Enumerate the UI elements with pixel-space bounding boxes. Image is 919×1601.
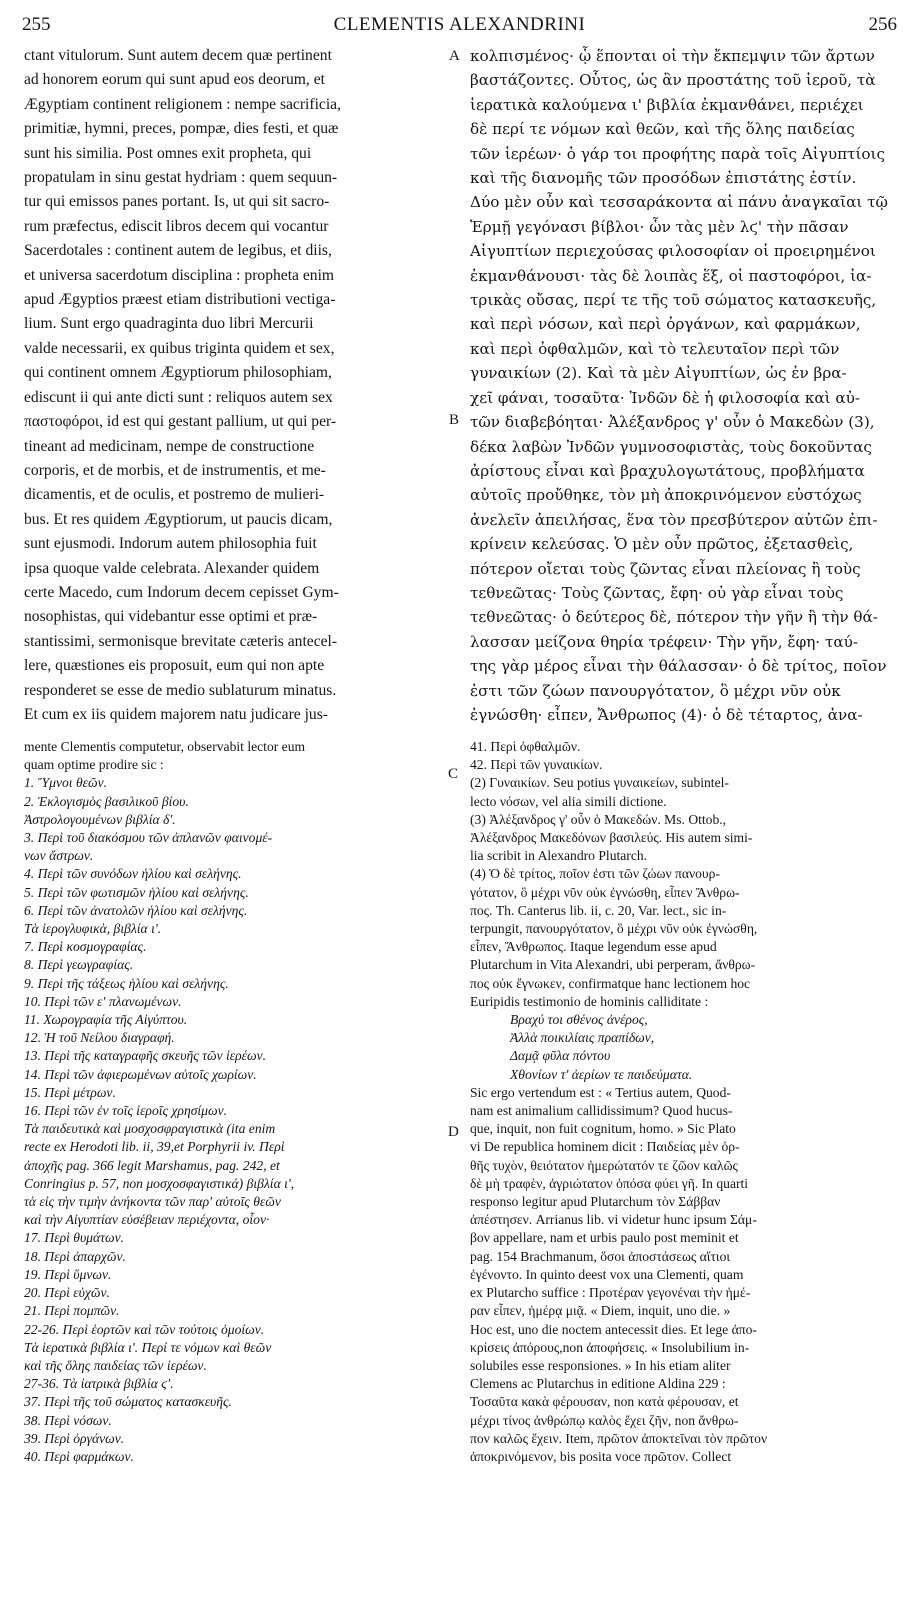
latin-line: qui continent omnem Ægyptiorum philosophiam,: [24, 364, 332, 382]
footnote-line: 22-26. Περὶ ἑορτῶν καὶ τῶν τούτοις ὁμοίων.: [24, 1321, 265, 1337]
footnote-line: 42. Περὶ τῶν γυναικίων.: [470, 757, 603, 773]
footnote-line: lecto νόσων, vel alia simili dictione.: [470, 793, 667, 809]
latin-line: certe Macedo, cum Indorum decem cepisset Gym-: [24, 583, 339, 601]
greek-line: τεθνεῶτας· ὁ δεύτερος δὲ, πότερον τὴν γῆν ἢ τὴν θά-: [470, 608, 878, 627]
greek-line: ἀνελεῖν ἀπειλήσας, ἕνα τὸν πρεσβύτερον αὐτῶν ἐπι-: [470, 510, 878, 529]
latin-line: rum præfectus, ediscit libros decem qui vocantur: [24, 217, 329, 235]
latin-line: Et cum ex iis quidem majorem natu judicare jus-: [24, 705, 328, 723]
greek-line: τρικὰς οὔσας, περί τε τῆς τοῦ σώματος κατασκευῆς,: [470, 291, 877, 310]
verse-line: Ἀλλὰ ποικιλίαις πραπίδων,: [510, 1030, 655, 1046]
footnote-line: que, inquit, non fuit cognitum, homo. » Sic Plato: [470, 1121, 736, 1137]
greek-line: ἀρίστους εἶναι καὶ βραχυλογωτάτους, προβλήματα: [470, 461, 865, 480]
footnote-line: Ἀλέξανδρος Μακεδόνων βασιλεύς. His autem simi-: [470, 830, 753, 846]
latin-line: sunt ejusmodi. Indorum autem philosophia fuit: [24, 535, 317, 553]
footnote-line: terpungit, πανουργότατον, ὃ μέχρι νῦν οὐκ ἐγνώσθη,: [470, 921, 758, 937]
latin-line: Ægyptiam continent religionem : nempe sacrificia,: [24, 95, 341, 113]
footnote-line: 4. Περὶ τῶν συνόδων ἡλίου καὶ σελήνης.: [24, 866, 242, 882]
footnote-line: 12. Ἡ τοῦ Νείλου διαγραφή.: [24, 1030, 175, 1046]
footnote-line: pag. 154 Brachmanum, ὅσοι ἀποστάσεως αἴτιοι: [470, 1248, 731, 1264]
latin-line: propatulam in sinu gestat hydriam : quem sequun-: [24, 169, 338, 187]
latin-line: valde necessarii, ex quibus triginta quidem et sex,: [24, 339, 335, 357]
verse-line: Βραχύ τοι σθένος ἀνέρος,: [510, 1012, 648, 1028]
footnote-line: ἐγένοντο. In quinto deest vox una Clementi, quam: [470, 1266, 744, 1282]
latin-line: primitiæ, hymni, preces, pompæ, dies festi, et quæ: [24, 120, 339, 138]
latin-line: apud Ægyptios præest etiam distributioni vectiga-: [24, 291, 336, 309]
footnote-line: Τὰ ἱερατικὰ βιβλία ι'. Περί τε νόμων καὶ θεῶν: [24, 1339, 272, 1355]
footnote-line: καὶ τὴν Αἰγυπτίαν εὐσέβειαν περιέχοντα, οἷον·: [24, 1212, 270, 1228]
footnote-line: 17. Περὶ θυμάτων.: [24, 1230, 125, 1246]
latin-line: tur qui emissos panes portant. Is, ut qui sit sacro-: [24, 193, 330, 211]
greek-line: ἐκμανθάνουσι· τὰς δὲ λοιπὰς ἕξ, οἱ παστοφόροι, ἰα-: [470, 266, 872, 285]
greek-line: τεθνεῶτας· Τοὺς ζῶντας, ἔφη· οὐ γὰρ εἶναι τοὺς: [470, 583, 844, 602]
greek-line: κρίνειν κελεύσας. Ὁ μὲν οὖν πρῶτος, ἐξετασθεὶς,: [470, 535, 854, 554]
footnote-line: 6. Περὶ τῶν ἀνατολῶν ἡλίου καὶ σελήνης.: [24, 902, 248, 918]
greek-line: λασσαν μείζονα θηρία τρέφειν· Τὴν γῆν, ἔφη· ταύ-: [470, 632, 858, 651]
footnote-line: 41. Περὶ ὀφθαλμῶν.: [470, 739, 581, 754]
footnote-line: 15. Περὶ μέτρων.: [24, 1084, 116, 1100]
footnote-line: καὶ τῆς ὅλης παιδείας τῶν ἱερέων.: [24, 1357, 207, 1373]
footnote-line: responso legitur apud Plutarchum τὸν Σάββαν: [470, 1194, 721, 1210]
latin-line: ipsa quoque valde celebrata. Alexander quidem: [24, 559, 320, 577]
footnote-line: Clemens ac Plutarchus in editione Aldina 229 :: [470, 1376, 726, 1392]
footnote-line: 9. Περὶ τῆς τάξεως ἡλίου καὶ σελήνης.: [24, 975, 229, 991]
footnote-line: 39. Περὶ ὀργάνων.: [24, 1430, 125, 1446]
footnotes-right-column: [470, 738, 902, 1466]
footnote-line: ραν εἶπεν, ἡμέρᾳ μιᾷ. « Diem, inquit, uno die. »: [470, 1303, 731, 1319]
footnote-line: vi De republica hominem dicit : Παιδείας μὲν ὀρ-: [470, 1139, 740, 1155]
footnote-line: Τοσαῦτα κακὰ φέρουσαν, non κατὰ φέρουσαν, et: [470, 1394, 739, 1410]
footnote-line: γότατον, ὃ μέχρι νῦν οὐκ ἐγνώσθη, εἶπεν Ἄνθρω-: [470, 884, 740, 900]
latin-line: nosophistas, qui videbantur esse optimi et præ-: [24, 608, 318, 626]
footnote-line: 16. Περὶ τῶν ἐν τοῖς ἱεροῖς χρησίμων.: [24, 1103, 228, 1119]
footnote-line: Hoc est, uno die noctem antecessit dies. Et lege ἀπο-: [470, 1321, 757, 1337]
footnote-line: Sic ergo vertendum est : « Tertius autem, Quod-: [470, 1084, 731, 1100]
footnote-line: 21. Περὶ πομπῶν.: [24, 1303, 120, 1319]
latin-line: et universa sacerdotum disciplina : propheta enim: [24, 266, 335, 284]
footnote-line: 14. Περὶ τῶν ἀφιερωμένων αὐτοῖς χωρίων.: [24, 1066, 257, 1082]
latin-line: ediscunt ii qui ante dicti sunt : reliquos autem sex: [24, 388, 333, 406]
latin-translation-column: [24, 44, 462, 727]
footnote-line: βον appellare, nam et urbis paulo post meminit et: [470, 1230, 739, 1246]
footnote-line: μέχρι τίνος ἀνθρώπῳ καλὸς ἔχει ζῆν, non ἄνθρω-: [470, 1412, 739, 1428]
margin-marker-c: C: [448, 766, 459, 782]
footnote-line: 5. Περὶ τῶν φωτισμῶν ἡλίου καὶ σελήνης.: [24, 884, 249, 900]
margin-marker-b: B: [449, 412, 460, 428]
footnote-line: (3) Ἀλέξανδρος γ' οὖν ὁ Μακεδών. Ms. Ottob.,: [470, 811, 727, 827]
footnote-line: πον καλῶς ἔχειν. Item, πρῶτον ἀποκτεῖναι τὸν πρῶτον: [470, 1430, 768, 1446]
footnote-line: 8. Περὶ γεωγραφίας.: [24, 957, 134, 973]
greek-line: βαστάζοντες. Οὗτος, ὡς ἂν προστάτης τοῦ ἱεροῦ, τὰ: [470, 71, 876, 90]
greek-line: ἐστι τῶν ζώων πανουργότατον, ὃ μέχρι νῦν οὐκ: [470, 681, 841, 700]
greek-line: γυναικίων (2). Καὶ τὰ μὲν Αἰγυπτίων, ὡς ἐν βρα-: [470, 364, 847, 383]
footnote-line: θῆς τυχὸν, θειότατον ἡμερώτατόν τε ζῶον καλῶς: [470, 1157, 738, 1173]
footnote-line: 11. Χωρογραφία τῆς Αἰγύπτου.: [24, 1012, 188, 1028]
footnote-line: Conringius p. 57, non μοσχοσφαγιστικά) βιβλία ι',: [24, 1175, 295, 1191]
latin-line: ctant vitulorum. Sunt autem decem quæ pertinent: [24, 47, 332, 64]
margin-marker-d: D: [448, 1124, 459, 1140]
footnote-line: 10. Περὶ τῶν ε' πλανωμένων.: [24, 993, 182, 1009]
footnote-line: (4) Ὁ δὲ τρίτος, ποῖον ἐστι τῶν ζώων πανουρ-: [470, 866, 720, 882]
latin-line: corporis, et de morbis, et de instrumentis, et me-: [24, 461, 326, 479]
margin-marker-a: A: [449, 48, 460, 64]
latin-line: responderet se esse de medio sublaturum minatus.: [24, 681, 337, 699]
footnote-line: mente Clementis computetur, observabit lector eum: [24, 739, 306, 754]
greek-line: καὶ περὶ νόσων, καὶ περὶ ὀργάνων, καὶ φαρμάκων,: [470, 315, 861, 334]
running-header: [22, 10, 897, 40]
footnote-line: (2) Γυναικίων. Seu potius γυναικείων, subintel-: [470, 775, 729, 791]
greek-line: δέκα λαβὼν Ἰνδῶν γυμνοσοφιστὰς, τοὺς δοκοῦντας: [470, 437, 872, 456]
footnote-line: nam est animalium callidissimum? Quod hucus-: [470, 1103, 733, 1119]
greek-line: Δύο μὲν οὖν καὶ τεσσαράκοντα αἱ πάνυ ἀναγκαῖαι τῷ: [470, 193, 888, 212]
greek-line: πότερον οἴεται τοὺς ζῶντας εἶναι πλείονας ἢ τοὺς: [470, 559, 861, 578]
footnote-line: νων ἄστρων.: [24, 848, 94, 864]
greek-line: Αἰγυπτίων περιεχούσας φιλοσοφίαν οἱ προειρημένοι: [470, 242, 876, 261]
footnote-line: 19. Περὶ ὕμνων.: [24, 1266, 112, 1282]
footnote-line: recte ex Herodoti lib. ii, 39,et Porphyrii iv. Περὶ: [24, 1139, 285, 1155]
footnote-line: πος. Th. Canterus lib. ii, c. 20, Var. lect., sic in-: [470, 902, 727, 918]
footnote-line: 2. Ἐκλογισμὸς βασιλικοῦ βίου.: [24, 793, 189, 809]
footnote-line: ἀποχῆς pag. 366 legit Marshamus, pag. 242, et: [24, 1157, 280, 1173]
footnote-line: 7. Περὶ κοσμογραφίας.: [24, 939, 147, 955]
footnote-line: Euripidis testimonio de hominis calliditate :: [470, 993, 709, 1009]
latin-line: stantissimi, sermonisque brevitate cæteris antecel-: [24, 632, 338, 650]
latin-line: Sacerdotales : continent autem de legibus, et diis,: [24, 242, 332, 260]
footnote-line: εἶπεν, Ἄνθρωπος. Itaque legendum esse apud: [470, 939, 717, 955]
footnote-line: 3. Περὶ τοῦ διακόσμου τῶν ἀπλανῶν φαινομέ-: [24, 830, 273, 846]
footnote-line: 38. Περὶ νόσων.: [24, 1412, 112, 1428]
footnote-line: Plutarchum in Vita Alexandri, ubi perperam, ἄνθρω-: [470, 957, 756, 973]
footnote-line: δὲ μὴ τραφὲν, ἀγριώτατον ὁπόσα φύει γῆ. In quarti: [470, 1175, 749, 1191]
greek-line: δὲ περί τε νόμων καὶ θεῶν, καὶ τῆς ὅλης παιδείας: [470, 120, 855, 139]
latin-line: παστοφόροι, id est qui gestant pallium, ut qui per-: [24, 413, 337, 431]
greek-line: της γὰρ μέρος εἶναι τὴν θάλασσαν· ὁ δὲ τρίτος, ποῖον: [470, 657, 887, 676]
footnote-line: 1. Ὕμνοι θεῶν.: [24, 775, 108, 791]
greek-line: αὐτοῖς προὔθηκε, τὸν μὴ ἀποκρινόμενον εὐστόχως: [470, 486, 862, 505]
greek-line: ἐγνώσθη· εἶπεν, Ἄνθρωπος (4)· ὁ δὲ τέταρτος, ἀνα-: [470, 705, 863, 724]
latin-line: bus. Et res quidem Ægyptiorum, ut paucis dicam,: [24, 510, 333, 528]
footnote-line: lia scribit in Alexandro Plutarch.: [470, 848, 648, 864]
greek-line: κολπισμένος· ᾧ ἕπονται οἱ τὴν ἔκπεμψιν τῶν ἄρτων: [470, 47, 875, 65]
latin-line: dicamentis, et de oculis, et postremo de mulieri-: [24, 486, 325, 504]
latin-line: tineant ad medicinam, nempe de constructione: [24, 437, 315, 455]
greek-line: τῶν διαβεβόηται· Ἀλέξανδρος γ' οὖν ὁ Μακεδὼν (3),: [470, 413, 875, 432]
verse-line: Χθονίων τ' ἀερίων τε παιδεύματα.: [510, 1066, 693, 1082]
footnote-line: ἀπέστησεν. Arrianus lib. vi videtur hunc ipsum Σάμ-: [470, 1212, 757, 1228]
page-number-right: 256: [868, 14, 897, 35]
footnote-line: ἀποκρινόμενον, bis posita voce πρῶτον. Collect: [470, 1448, 732, 1464]
footnote-line: Τὰ παιδευτικὰ καὶ μοσχοσφραγιστικὰ (ita enim: [24, 1121, 276, 1137]
footnote-line: quam optime prodire sic :: [24, 757, 164, 773]
footnote-line: solubiles esse responsiones. » In his etiam aliter: [470, 1357, 731, 1373]
greek-line: Ἑρμῇ γεγόνασι βίβλοι· ὧν τὰς μὲν λϛ' τὴν πᾶσαν: [470, 217, 849, 236]
latin-line: lere, quæstiones eis proposuit, eum qui non apte: [24, 657, 325, 675]
footnote-line: κρίσεις ἀπόρους,non ἀποφήσεις. « Insolubilium in-: [470, 1339, 750, 1355]
running-title: CLEMENTIS ALEXANDRINI: [333, 14, 586, 35]
greek-line: χεῖ φάναι, τοσαῦτα· Ἰνδῶν δὲ ἡ φιλοσοφία καὶ αὐ-: [470, 388, 861, 407]
greek-line: τῶν ἱερέων· ὁ γάρ τοι προφήτης παρὰ τοῖς Αἰγυπτίοις: [470, 144, 886, 163]
latin-line: lium. Sunt ergo quadraginta duo libri Mercurii: [24, 315, 314, 333]
footnote-line: 20. Περὶ εὐχῶν.: [24, 1285, 110, 1301]
latin-line: sunt his similia. Post omnes exit propheta, qui: [24, 144, 312, 162]
footnote-line: 37. Περὶ τῆς τοῦ σώματος κατασκευῆς.: [24, 1394, 232, 1410]
latin-line: ad honorem eorum qui sunt apud eos deorum, et: [24, 71, 325, 89]
footnote-line: Τὰ ἱερογλυφικὰ, βιβλία ι'.: [24, 921, 162, 937]
footnotes-left-column: [24, 738, 462, 1466]
greek-line: ἱερατικὰ καλούμενα ι' βιβλία ἐκμανθάνει, περιέχει: [470, 95, 864, 114]
footnote-line: ex Plutarcho suffice : Προτέραν γεγονέναι τὴν ἡμέ-: [470, 1285, 751, 1301]
greek-line: καὶ τῆς διανομῆς τῶν προσόδων ἐπιστάτης ἐστίν.: [470, 169, 857, 188]
footnote-line: 40. Περὶ φαρμάκων.: [24, 1448, 134, 1464]
greek-text-column: [470, 44, 902, 727]
footnote-line: 18. Περὶ ἀπαρχῶν.: [24, 1248, 126, 1264]
footnote-line: Ἀστρολογουμένων βιβλία δ'.: [24, 811, 176, 827]
verse-line: Δαμᾷ φῦλα πόντου: [510, 1048, 611, 1064]
page-number-left: 255: [22, 14, 51, 35]
footnote-line: πος οὐκ ἔγνωκεν, confirmatque hanc lectionem hoc: [470, 975, 751, 991]
greek-line: καὶ περὶ ὀφθαλμῶν, καὶ τὸ τελευταῖον περὶ τῶν: [470, 339, 840, 358]
footnote-line: 27-36. Τὰ ἰατρικὰ βιβλία ϛ'.: [24, 1376, 174, 1392]
footnote-line: 13. Περὶ τῆς καταγραφῆς σκευῆς τῶν ἱερέων.: [24, 1048, 267, 1064]
footnote-line: τὰ εἰς τὴν τιμὴν ἀνήκοντα τῶν παρ' αὐτοῖς θεῶν: [24, 1194, 281, 1210]
